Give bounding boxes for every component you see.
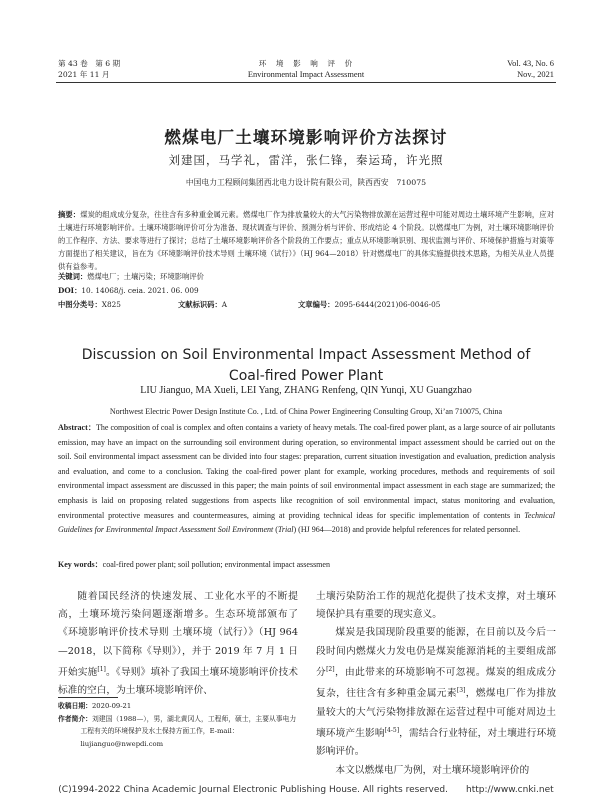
clc-value: X825 — [101, 300, 121, 309]
keywords-cn-text: 燃煤电厂；土壤污染；环境影响评价 — [87, 272, 204, 281]
authors-cn: 刘建国，马学礼，雷洋，张仁锋，秦运琦，许光照 — [168, 153, 444, 167]
clc-label: 中图分类号： — [58, 300, 102, 309]
paper-title-en-line1: Discussion on Soil Environmental Impact Assessment Method of — [81, 347, 531, 363]
header-center — [156, 58, 456, 80]
doc-code-value: A — [221, 300, 228, 309]
affiliation-cn: 中国电力工程顾问集团西北电力设计院有限公司，陕西西安 710075 — [185, 178, 427, 187]
doi-label: DOI： — [58, 286, 82, 295]
body-paragraph — [316, 624, 556, 761]
citation-3: [3] — [456, 687, 466, 695]
body-column-right — [316, 588, 556, 780]
received-label: 收稿日期： — [58, 702, 92, 710]
citation-2: [2] — [326, 665, 335, 673]
article-no-label: 文章编号： — [298, 300, 335, 309]
header-rule — [56, 82, 556, 83]
body-text: 煤炭是我国现阶段重要的能源，在目前以及今后一段时间内燃煤火力发电仍是煤炭能源消耗的主要组成部分 — [316, 627, 556, 679]
abstract-en-tail: ) (HJ 964—2018) and provide helpful references for related personnel. — [293, 525, 521, 535]
paper-title-cn: 燃煤电厂土壤环境影响评价方法探讨 — [164, 128, 448, 147]
abstract-cn — [58, 208, 554, 273]
authors-en: LIU Jianguo, MA Xueli, LEI Yang, ZHANG Renfeng, QIN Yunqi, XU Guangzhao — [140, 385, 472, 396]
keywords-en-text: coal-fired power plant; soil pollution; environmental impact assessmen — [102, 560, 330, 569]
body-paragraph: 土壤污染防治工作的规范化提供了技术支撑，对土壤环境保护具有重要的现实意义。 — [316, 591, 556, 621]
paper-title-en — [0, 345, 612, 387]
page-footer: (C)1994-2022 China Academic Journal Electronic Publishing House. All rights reserved. http://www.cnki.net — [58, 785, 554, 795]
trial-label: Trial — [277, 525, 294, 535]
body-text: ，由此带来的环境影响不可忽视。煤炭的组成成分复杂，往往含有多种重金属元素 — [316, 667, 557, 700]
citation-1: [1] — [97, 665, 106, 673]
issue-date: 2021 年 11 月 — [58, 70, 110, 79]
paren-open: ( — [273, 525, 278, 535]
doc-code-label: 文献标识码： — [178, 300, 222, 309]
body-paragraph — [58, 588, 298, 700]
article-no-value: 2095-6444(2021)06-0046-05 — [334, 300, 441, 309]
header-right — [507, 58, 554, 80]
issue-date-en: Nov., 2021 — [517, 70, 554, 79]
body-text: ，需结合行业特征，对土壤进行环境影响评价。 — [316, 728, 557, 758]
author-bio-label: 作者简介： — [58, 714, 92, 723]
affiliation-en: Northwest Electric Power Design Institute Co. , Ltd. of China Power Engineering Consulting Group, Xi’an 710075, China — [109, 407, 503, 416]
keywords-cn-label: 关键词： — [58, 272, 88, 281]
doi-value: 10. 14068/j. ceia. 2021. 06. 009 — [81, 286, 199, 295]
received-date — [58, 700, 298, 713]
keywords-cn — [58, 270, 554, 283]
author-bio — [58, 713, 298, 751]
journal-name-en: Environmental Impact Assessment — [247, 70, 365, 79]
keywords-en — [58, 558, 555, 572]
abstract-en-label: Abstract： — [58, 423, 96, 432]
body-text: ，燃煤电厂作为排放量较大的大气污染物排放源在运营过程中可能对周边土壤环境产生影响 — [316, 688, 557, 740]
abstract-cn-label: 摘要： — [58, 210, 81, 219]
footnote-rule — [58, 697, 118, 698]
body-paragraph: 本文以燃煤电厂为例，对土壤环境影响评价的 — [335, 764, 530, 776]
classification-line — [58, 298, 554, 311]
keywords-en-label: Key words： — [58, 560, 103, 569]
footnote — [58, 700, 298, 750]
body-column-left — [58, 588, 298, 700]
received-value: 2020-09-21 — [91, 702, 132, 710]
body-text: 随着国民经济的快速发展、工业化水平的不断提高，土壤环境污染问题逐渐增多。生态环境部颁布了《环境影响评价技术导则 土壤环境（试行）》（HJ 964—2018，以下简称《导则》），并于 2019 年 7 月 1 日开始实施 — [58, 591, 298, 679]
abstract-cn-text: 煤炭的组成成分复杂，往往含有多种重金属元素。燃煤电厂作为排放量较大的大气污染物排放源在运营过程中可能对周边土壤环境产生影响，应对土壤进行环境影响评价。土壤环境影响评价可分为准备、现状调查与评价、预测分析与评价、形成结论 4 个阶段。以燃煤电厂为例，对土壤环境影响评价的工作程序、方法、要求等进行了探讨；总结了土壤环境影响评价各个阶段的工作要点；重点从环境影响识别、现状监测与评价、环境保护措施与对策等方面提出了相关建议，旨在为《环境影响评价技术导则 土壤环境（试行）》（HJ 964—2018）针对燃煤电厂的具体实施提供技术思路，为相关从业人员提供有益参考。 — [58, 210, 555, 271]
paper-title-en-line2: Coal-fired Power Plant — [228, 368, 384, 384]
journal-name-cn: 环 境 影 响 评 价 — [258, 59, 354, 68]
volume-issue-en: Vol. 43, No. 6 — [507, 59, 554, 68]
volume-issue: 第 43 卷 第 6 期 — [58, 59, 121, 68]
header-left — [58, 58, 120, 80]
guideline-title: Technical Guidelines for Environmental Impact Assessment Soil Environment — [58, 510, 556, 535]
abstract-en-text: The composition of coal is complex and often contains a variety of heavy metals. The coal-fired power plant, as a large source of air pollutants emission, may have an impact on the surrounding soil environment during operation, so environmental impact assessment should be carried out on the soil. Soil environmental impact assessment can be divided into four stages: preparation, current situation investigation and evaluation, prediction analysis and evaluation, and come to a conclusion. Taking the coal-fired power plant for example, working procedures, methods and requirements of soil environmental impact assessment are discussed in this paper; the main points of soil environmental impact assessment in each stage are summarized; the emphasis is laid on proposing related suggestions from aspects like recognition of soil environmental impact, status monitoring and evaluation, environmental protective measures and countermeasures, aiming at providing technical ideas for specific implementation of contents in — [58, 423, 555, 520]
body-text: 。《导则》填补了我国土壤环境影响评价技术标准的空白，为土壤环境影响评价、 — [58, 667, 298, 697]
author-bio-text: 刘建国（1988—），男，湖北黄冈人，工程师，硕士，主要从事电力工程有关的环境保护及水土保持方面工作，E-mail：liujianguo@nwepdi.com — [80, 714, 297, 748]
citation-4: [4-5] — [384, 726, 400, 734]
doi — [58, 284, 199, 297]
abstract-en — [58, 421, 555, 538]
